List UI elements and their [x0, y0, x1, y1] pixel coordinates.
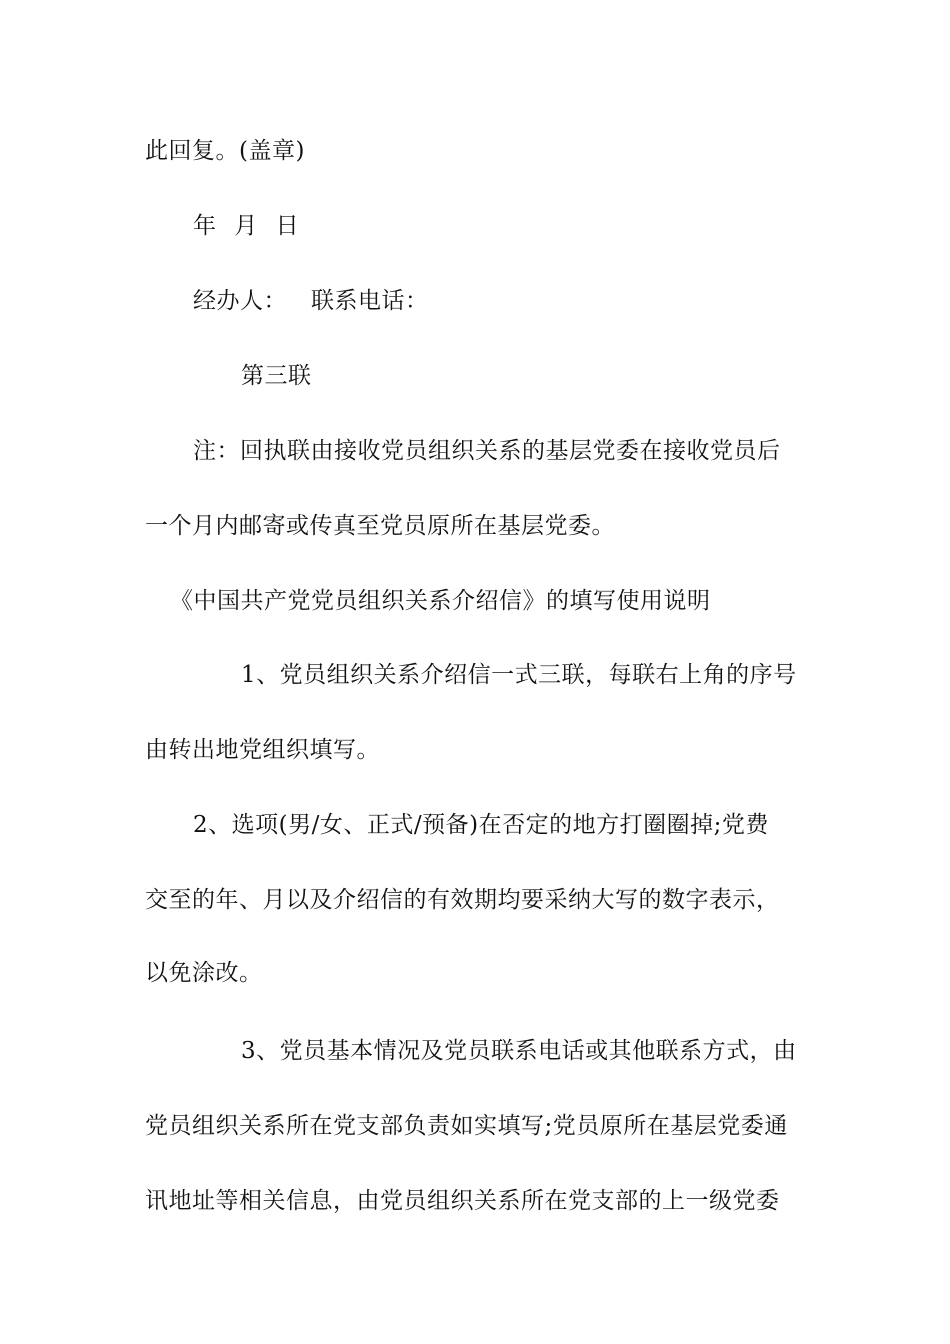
third-copy-heading: 第三联	[241, 363, 312, 389]
reply-seal-line: 此回复。(盖章)	[145, 138, 305, 164]
handler-phone-line	[193, 286, 429, 316]
note-paragraph-line-2: 一个月内邮寄或传真至党员原所在基层党委。	[145, 513, 615, 539]
note-paragraph-line-1: 注：回执联由接收党员组织关系的基层党委在接收党员后	[193, 438, 781, 464]
date-line: 年 月 日	[193, 213, 300, 239]
handler-label: 经办人：	[193, 288, 287, 314]
item-1-line-2: 由转出地党组织填写。	[145, 737, 380, 763]
item-2-line-1: 2、选项(男/女、正式/预备)在否定的地方打圈圈掉;党费	[193, 812, 769, 838]
instructions-title: 《中国共产党党员组织关系介绍信》的填写使用说明	[170, 588, 711, 614]
item-3-line-2: 党员组织关系所在党支部负责如实填写;党员原所在基层党委通	[145, 1113, 788, 1139]
item-2-line-2: 交至的年、月以及介绍信的有效期均要采纳大写的数字表示，	[145, 887, 780, 913]
phone-label: 联系电话：	[311, 288, 429, 314]
item-2-line-3: 以免涂改。	[145, 960, 263, 986]
item-3-line-1: 3、党员基本情况及党员联系电话或其他联系方式，由	[241, 1038, 797, 1064]
item-1-line-1: 1、党员组织关系介绍信一式三联，每联右上角的序号	[241, 662, 797, 688]
item-3-line-3: 讯地址等相关信息，由党员组织关系所在党支部的上一级党委	[145, 1188, 780, 1214]
